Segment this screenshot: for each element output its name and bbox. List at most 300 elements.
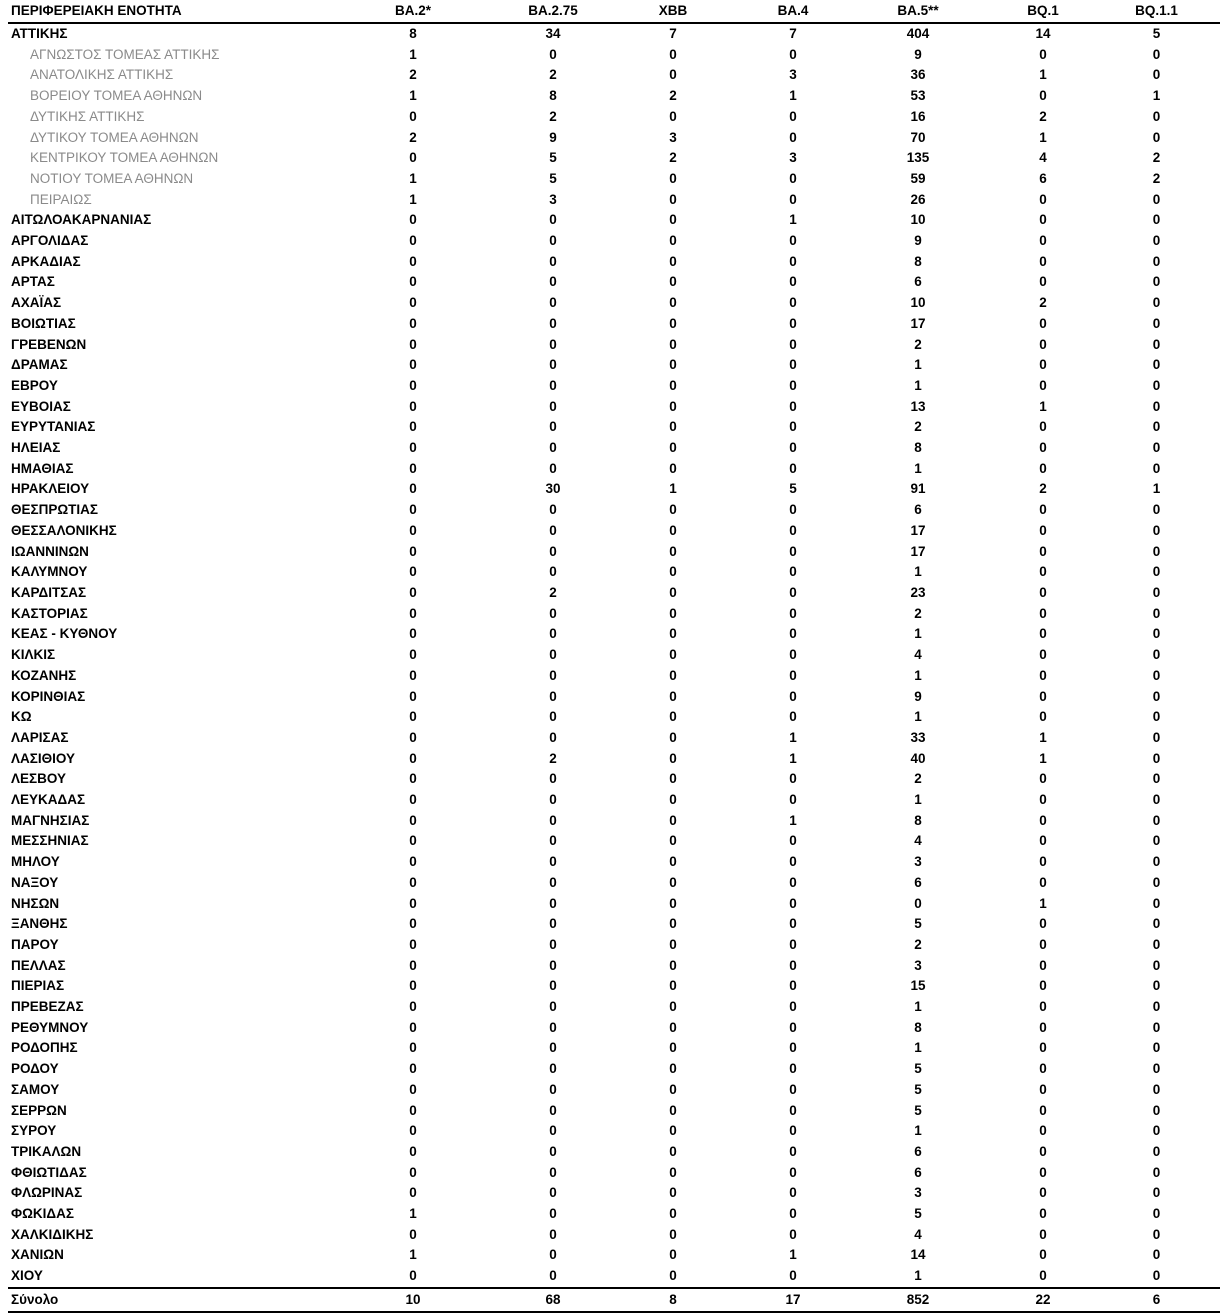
count-cell: 0 xyxy=(549,771,557,787)
region-name: ΧΙΟΥ xyxy=(11,1268,43,1284)
count-cell: 0 xyxy=(789,191,797,207)
count-cell: 0 xyxy=(1152,1268,1161,1284)
count-cell: 0 xyxy=(409,502,417,518)
count-cell: 4 xyxy=(1039,150,1047,166)
count-cell: 0 xyxy=(549,605,557,621)
total-cell: 10 xyxy=(323,1288,503,1312)
table-row xyxy=(8,376,1220,397)
count-cell: 33 xyxy=(910,729,926,745)
count-cell: 0 xyxy=(789,771,797,787)
count-cell: 0 xyxy=(789,233,797,249)
count-cell: 0 xyxy=(1039,626,1047,642)
count-cell: 0 xyxy=(549,1081,557,1097)
region-name: ΣΑΜΟΥ xyxy=(11,1081,60,1097)
count-cell: 5 xyxy=(914,1081,922,1097)
table-row xyxy=(8,1245,1220,1266)
count-cell: 0 xyxy=(1152,419,1161,435)
table-row xyxy=(8,1018,1220,1039)
region-name: ΕΒΡΟΥ xyxy=(11,377,58,393)
count-cell: 0 xyxy=(1039,957,1047,973)
count-cell: 0 xyxy=(669,771,677,787)
count-cell: 0 xyxy=(669,874,677,890)
count-cell: 0 xyxy=(549,212,557,228)
count-cell: 5 xyxy=(914,1061,922,1077)
header-row xyxy=(8,1,1220,23)
count-cell: 0 xyxy=(409,522,417,538)
count-cell: 0 xyxy=(1039,936,1047,952)
region-name: ΝΗΣΩΝ xyxy=(11,895,60,911)
count-cell: 0 xyxy=(1039,419,1047,435)
count-cell: 0 xyxy=(669,854,677,870)
count-cell: 0 xyxy=(549,874,557,890)
count-cell: 0 xyxy=(1039,274,1047,290)
table-row xyxy=(8,624,1220,645)
count-cell: 0 xyxy=(1152,377,1161,393)
region-name: ΗΜΑΘΙΑΣ xyxy=(11,460,74,476)
count-cell: 0 xyxy=(1039,1081,1047,1097)
region-name: ΠΙΕΡΙΑΣ xyxy=(11,978,65,994)
region-name: ΧΑΛΚΙΔΙΚΗΣ xyxy=(11,1226,94,1242)
count-cell: 0 xyxy=(1039,978,1047,994)
region-name: ΓΡΕΒΕΝΩΝ xyxy=(11,336,87,352)
count-cell: 0 xyxy=(1152,1206,1161,1222)
table-row xyxy=(8,935,1220,956)
count-cell: 0 xyxy=(789,626,797,642)
count-cell: 0 xyxy=(789,336,797,352)
count-cell: 0 xyxy=(669,957,677,973)
count-cell: 0 xyxy=(1039,1185,1047,1201)
count-cell: 0 xyxy=(549,233,557,249)
count-cell: 0 xyxy=(549,792,557,808)
table-row xyxy=(8,23,1220,45)
count-cell: 0 xyxy=(1039,1268,1047,1284)
table-row xyxy=(8,417,1220,438)
count-cell: 0 xyxy=(549,895,557,911)
count-cell: 0 xyxy=(789,584,797,600)
region-name: ΚΑΛΥΜΝΟΥ xyxy=(11,564,88,580)
count-cell: 0 xyxy=(1152,46,1161,62)
count-cell: 0 xyxy=(1152,936,1161,952)
region-name: ΚΟΖΑΝΗΣ xyxy=(11,667,77,683)
count-cell: 8 xyxy=(549,88,557,104)
count-cell: 0 xyxy=(789,253,797,269)
count-cell: 1 xyxy=(1039,729,1047,745)
count-cell: 0 xyxy=(789,315,797,331)
region-name: ΣΕΡΡΩΝ xyxy=(11,1102,67,1118)
count-cell: 59 xyxy=(910,170,926,186)
count-cell: 0 xyxy=(409,253,417,269)
count-cell: 4 xyxy=(914,647,922,663)
count-cell: 0 xyxy=(1152,502,1161,518)
region-name: ΦΛΩΡΙΝΑΣ xyxy=(11,1185,83,1201)
count-cell: 13 xyxy=(910,398,926,414)
count-cell: 0 xyxy=(669,398,677,414)
count-cell: 0 xyxy=(789,129,797,145)
count-cell: 0 xyxy=(409,812,417,828)
count-cell: 17 xyxy=(910,543,926,559)
count-cell: 1 xyxy=(409,191,417,207)
count-cell: 0 xyxy=(1152,771,1161,787)
count-cell: 0 xyxy=(789,1268,797,1284)
count-cell: 5 xyxy=(549,150,557,166)
table-row xyxy=(8,1266,1220,1288)
count-cell: 0 xyxy=(549,460,557,476)
count-cell: 2 xyxy=(549,584,557,600)
count-cell: 30 xyxy=(545,481,561,497)
count-cell: 16 xyxy=(910,108,926,124)
count-cell: 0 xyxy=(1039,440,1047,456)
count-cell: 0 xyxy=(1152,957,1161,973)
count-cell: 0 xyxy=(409,584,417,600)
count-cell: 0 xyxy=(789,647,797,663)
count-cell: 3 xyxy=(549,191,557,207)
count-cell: 0 xyxy=(789,543,797,559)
count-cell: 0 xyxy=(409,936,417,952)
count-cell: 0 xyxy=(549,833,557,849)
header-ba4: BA.4 xyxy=(743,1,843,23)
count-cell: 0 xyxy=(1039,833,1047,849)
count-cell: 0 xyxy=(669,729,677,745)
count-cell: 0 xyxy=(1152,729,1161,745)
count-cell: 0 xyxy=(789,1040,797,1056)
table-row xyxy=(8,272,1220,293)
count-cell: 0 xyxy=(669,833,677,849)
count-cell: 0 xyxy=(409,440,417,456)
count-cell: 0 xyxy=(549,916,557,932)
count-cell: 1 xyxy=(409,170,417,186)
count-cell: 3 xyxy=(789,150,797,166)
total-cell: 22 xyxy=(993,1288,1093,1312)
count-cell: 0 xyxy=(789,377,797,393)
count-cell: 0 xyxy=(1152,750,1161,766)
count-cell: 0 xyxy=(409,1061,417,1077)
count-cell: 0 xyxy=(549,626,557,642)
region-name: ΑΝΑΤΟΛΙΚΗΣ ΑΤΤΙΚΗΣ xyxy=(30,67,174,83)
count-cell: 1 xyxy=(914,709,922,725)
count-cell: 0 xyxy=(1152,874,1161,890)
count-cell: 0 xyxy=(1039,1164,1047,1180)
count-cell: 1 xyxy=(789,750,797,766)
table-row xyxy=(8,355,1220,376)
count-cell: 0 xyxy=(669,460,677,476)
count-cell: 0 xyxy=(1152,315,1161,331)
count-cell: 0 xyxy=(409,667,417,683)
count-cell: 0 xyxy=(1152,688,1161,704)
region-name: ΚΕΝΤΡΙΚΟΥ ΤΟΜΕΑ ΑΘΗΝΩΝ xyxy=(30,150,219,166)
count-cell: 0 xyxy=(669,709,677,725)
count-cell: 0 xyxy=(669,1081,677,1097)
count-cell: 0 xyxy=(669,1102,677,1118)
region-name: ΔΥΤΙΚΟΥ ΤΟΜΕΑ ΑΘΗΝΩΝ xyxy=(30,129,199,145)
count-cell: 5 xyxy=(914,916,922,932)
region-name: ΝΑΞΟΥ xyxy=(11,874,59,890)
count-cell: 0 xyxy=(669,1061,677,1077)
table-row xyxy=(8,438,1220,459)
count-cell: 0 xyxy=(789,357,797,373)
region-name: ΜΗΛΟΥ xyxy=(11,854,60,870)
count-cell: 0 xyxy=(789,916,797,932)
count-cell: 0 xyxy=(549,667,557,683)
count-cell: 0 xyxy=(409,1164,417,1180)
count-cell: 0 xyxy=(1039,212,1047,228)
count-cell: 0 xyxy=(549,46,557,62)
count-cell: 1 xyxy=(1152,88,1161,104)
count-cell: 1 xyxy=(914,1268,922,1284)
count-cell: 0 xyxy=(1039,1226,1047,1242)
count-cell: 7 xyxy=(669,26,677,41)
count-cell: 2 xyxy=(914,936,922,952)
table-subrow xyxy=(8,86,1220,107)
count-cell: 1 xyxy=(409,46,417,62)
count-cell: 0 xyxy=(1039,1061,1047,1077)
table-row xyxy=(8,397,1220,418)
count-cell: 0 xyxy=(669,315,677,331)
region-name: ΠΕΙΡΑΙΩΣ xyxy=(30,191,92,207)
header-region: ΠΕΡΙΦΕΡΕΙΑΚΗ ΕΝΟΤΗΤΑ xyxy=(8,1,323,23)
table-row xyxy=(8,894,1220,915)
header-ba5: BA.5** xyxy=(843,1,993,23)
count-cell: 0 xyxy=(409,626,417,642)
count-cell: 1 xyxy=(914,377,922,393)
count-cell: 14 xyxy=(910,1247,926,1263)
region-name: ΗΛΕΙΑΣ xyxy=(11,440,61,456)
count-cell: 0 xyxy=(789,833,797,849)
count-cell: 0 xyxy=(549,315,557,331)
count-cell: 0 xyxy=(669,1185,677,1201)
region-name: ΡΕΘΥΜΝΟΥ xyxy=(11,1019,89,1035)
count-cell: 0 xyxy=(914,895,922,911)
count-cell: 8 xyxy=(914,440,922,456)
region-name: ΠΑΡΟΥ xyxy=(11,936,59,952)
count-cell: 0 xyxy=(409,605,417,621)
region-name: ΦΘΙΩΤΙΔΑΣ xyxy=(11,1164,87,1180)
table-subrow xyxy=(8,128,1220,149)
count-cell: 0 xyxy=(669,647,677,663)
count-cell: 3 xyxy=(914,854,922,870)
region-name: ΑΡΚΑΔΙΑΣ xyxy=(11,253,81,269)
region-name: ΜΕΣΣΗΝΙΑΣ xyxy=(11,833,89,849)
count-cell: 9 xyxy=(549,129,557,145)
total-cell: 68 xyxy=(503,1288,603,1312)
count-cell: 0 xyxy=(789,999,797,1015)
count-cell: 0 xyxy=(409,1226,417,1242)
table-row xyxy=(8,314,1220,335)
count-cell: 0 xyxy=(1039,233,1047,249)
count-cell: 0 xyxy=(549,564,557,580)
count-cell: 0 xyxy=(669,936,677,952)
count-cell: 4 xyxy=(914,833,922,849)
region-name: ΧΑΝΙΩΝ xyxy=(11,1247,64,1263)
count-cell: 0 xyxy=(549,999,557,1015)
count-cell: 3 xyxy=(914,1185,922,1201)
count-cell: 6 xyxy=(914,502,922,518)
count-cell: 0 xyxy=(1039,584,1047,600)
count-cell: 0 xyxy=(1152,564,1161,580)
table-row xyxy=(8,873,1220,894)
count-cell: 0 xyxy=(549,647,557,663)
count-cell: 0 xyxy=(669,750,677,766)
count-cell: 40 xyxy=(910,750,926,766)
count-cell: 0 xyxy=(1152,398,1161,414)
count-cell: 0 xyxy=(1152,854,1161,870)
count-cell: 0 xyxy=(549,1019,557,1035)
region-name: ΗΡΑΚΛΕΙΟΥ xyxy=(11,481,90,497)
count-cell: 0 xyxy=(409,233,417,249)
count-cell: 1 xyxy=(409,1247,417,1263)
count-cell: 0 xyxy=(1152,191,1161,207)
count-cell: 0 xyxy=(549,1164,557,1180)
count-cell: 1 xyxy=(914,357,922,373)
count-cell: 0 xyxy=(669,564,677,580)
header-bq11: BQ.1.1 xyxy=(1093,1,1220,23)
count-cell: 1 xyxy=(1152,481,1161,497)
table-row xyxy=(8,293,1220,314)
count-cell: 0 xyxy=(409,460,417,476)
count-cell: 1 xyxy=(789,729,797,745)
count-cell: 0 xyxy=(409,1102,417,1118)
count-cell: 0 xyxy=(1152,916,1161,932)
count-cell: 0 xyxy=(789,460,797,476)
count-cell: 0 xyxy=(1039,874,1047,890)
count-cell: 0 xyxy=(549,253,557,269)
table-subrow xyxy=(8,190,1220,211)
count-cell: 10 xyxy=(910,212,926,228)
total-label: Σύνολο xyxy=(8,1288,323,1312)
count-cell: 0 xyxy=(789,1123,797,1139)
table-row xyxy=(8,1101,1220,1122)
region-name: ΞΑΝΘΗΣ xyxy=(11,916,68,932)
count-cell: 2 xyxy=(409,129,417,145)
count-cell: 0 xyxy=(669,1164,677,1180)
count-cell: 1 xyxy=(914,460,922,476)
count-cell: 0 xyxy=(549,1226,557,1242)
total-cell: 852 xyxy=(843,1288,993,1312)
count-cell: 0 xyxy=(409,688,417,704)
count-cell: 0 xyxy=(1039,999,1047,1015)
count-cell: 0 xyxy=(789,874,797,890)
count-cell: 0 xyxy=(409,1143,417,1159)
count-cell: 0 xyxy=(669,667,677,683)
table-row xyxy=(8,831,1220,852)
count-cell: 0 xyxy=(1152,253,1161,269)
count-cell: 0 xyxy=(549,522,557,538)
count-cell: 8 xyxy=(914,812,922,828)
count-cell: 0 xyxy=(789,709,797,725)
table-row xyxy=(8,231,1220,252)
table-subrow xyxy=(8,65,1220,86)
count-cell: 1 xyxy=(1039,129,1047,145)
count-cell: 1 xyxy=(669,481,677,497)
count-cell: 0 xyxy=(669,895,677,911)
count-cell: 0 xyxy=(549,812,557,828)
count-cell: 3 xyxy=(789,67,797,83)
count-cell: 0 xyxy=(1152,1102,1161,1118)
count-cell: 0 xyxy=(669,1206,677,1222)
count-cell: 0 xyxy=(669,274,677,290)
count-cell: 4 xyxy=(914,1226,922,1242)
count-cell: 0 xyxy=(789,854,797,870)
count-cell: 0 xyxy=(669,543,677,559)
count-cell: 0 xyxy=(1152,1061,1161,1077)
count-cell: 0 xyxy=(409,150,417,166)
count-cell: 5 xyxy=(914,1102,922,1118)
count-cell: 0 xyxy=(549,440,557,456)
count-cell: 0 xyxy=(669,792,677,808)
count-cell: 0 xyxy=(549,854,557,870)
count-cell: 0 xyxy=(409,564,417,580)
count-cell: 0 xyxy=(409,1268,417,1284)
count-cell: 34 xyxy=(545,26,561,41)
count-cell: 0 xyxy=(1152,647,1161,663)
table-row xyxy=(8,1225,1220,1246)
count-cell: 0 xyxy=(549,978,557,994)
count-cell: 0 xyxy=(549,688,557,704)
count-cell: 0 xyxy=(1039,916,1047,932)
count-cell: 0 xyxy=(549,957,557,973)
count-cell: 0 xyxy=(669,253,677,269)
count-cell: 1 xyxy=(914,564,922,580)
region-name: ΚΑΡΔΙΤΣΑΣ xyxy=(11,584,87,600)
count-cell: 135 xyxy=(906,150,930,166)
count-cell: 1 xyxy=(789,1247,797,1263)
count-cell: 17 xyxy=(910,315,926,331)
count-cell: 2 xyxy=(669,88,677,104)
count-cell: 2 xyxy=(1039,481,1047,497)
count-cell: 0 xyxy=(789,46,797,62)
region-name: ΘΕΣΣΑΛΟΝΙΚΗΣ xyxy=(11,522,117,538)
count-cell: 0 xyxy=(1152,440,1161,456)
count-cell: 9 xyxy=(914,46,922,62)
count-cell: 0 xyxy=(789,895,797,911)
count-cell: 2 xyxy=(1152,150,1161,166)
count-cell: 0 xyxy=(669,170,677,186)
count-cell: 2 xyxy=(549,67,557,83)
count-cell: 0 xyxy=(1152,792,1161,808)
count-cell: 0 xyxy=(549,1123,557,1139)
count-cell: 0 xyxy=(1039,502,1047,518)
count-cell: 17 xyxy=(910,522,926,538)
total-row xyxy=(8,1288,1220,1312)
count-cell: 0 xyxy=(1152,1247,1161,1263)
count-cell: 0 xyxy=(1039,1247,1047,1263)
count-cell: 0 xyxy=(409,647,417,663)
table-row xyxy=(8,666,1220,687)
count-cell: 0 xyxy=(1039,191,1047,207)
header-ba2: BA.2* xyxy=(323,1,503,23)
count-cell: 0 xyxy=(789,170,797,186)
count-cell: 8 xyxy=(914,253,922,269)
count-cell: 14 xyxy=(1035,26,1051,41)
count-cell: 0 xyxy=(1152,999,1161,1015)
region-name: ΑΡΤΑΣ xyxy=(11,274,55,290)
count-cell: 5 xyxy=(549,170,557,186)
table-row xyxy=(8,707,1220,728)
region-name: ΚΕΑΣ - ΚΥΘΝΟΥ xyxy=(11,626,118,642)
count-cell: 0 xyxy=(789,398,797,414)
region-name: ΚΙΛΚΙΣ xyxy=(11,647,56,663)
region-name: ΘΕΣΠΡΩΤΙΑΣ xyxy=(11,502,99,518)
count-cell: 6 xyxy=(914,1164,922,1180)
count-cell: 0 xyxy=(669,605,677,621)
count-cell: 0 xyxy=(1152,709,1161,725)
count-cell: 0 xyxy=(409,377,417,393)
count-cell: 0 xyxy=(409,274,417,290)
count-cell: 0 xyxy=(669,1040,677,1056)
count-cell: 0 xyxy=(409,771,417,787)
count-cell: 0 xyxy=(1152,295,1161,311)
count-cell: 0 xyxy=(409,750,417,766)
count-cell: 0 xyxy=(669,1143,677,1159)
